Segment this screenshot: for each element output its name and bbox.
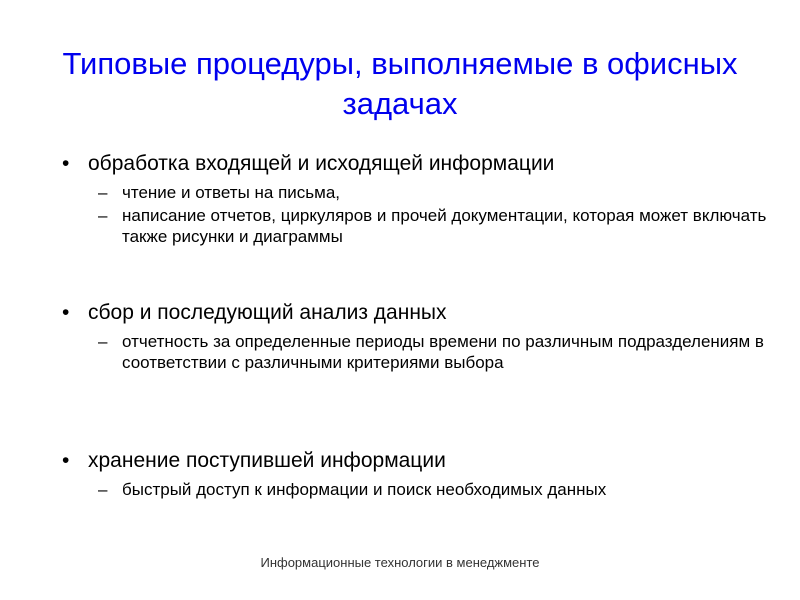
slide-title: Типовые процедуры, выполняемые в офисных задачах: [62, 46, 738, 121]
sub-item: [98, 205, 782, 247]
dash-icon: –: [98, 332, 108, 351]
sub-list: [98, 182, 782, 247]
sub-text: быстрый доступ к информации и поиск необходимых данных: [122, 480, 607, 499]
bullet-group: [62, 150, 782, 299]
sub-item: [98, 479, 782, 500]
dash-icon: –: [98, 480, 108, 499]
dash-icon: –: [98, 183, 108, 202]
bullet-item: [62, 150, 782, 178]
slide-content: [62, 150, 782, 502]
sub-text: отчетность за определенные периоды времени по различным подразделениям в соответствии с различными критериями выбора: [122, 332, 764, 372]
bullet-group: [62, 299, 782, 447]
bullet-item: [62, 299, 782, 327]
bullet-group: [62, 447, 782, 500]
sub-list: [98, 331, 782, 373]
dash-icon: –: [98, 206, 108, 225]
sub-text: написание отчетов, циркуляров и прочей документации, которая может включать также рисунки и диаграммы: [122, 206, 767, 246]
sub-list: [98, 479, 782, 500]
bullet-text: обработка входящей и исходящей информации: [88, 152, 555, 175]
sub-item: [98, 331, 782, 373]
bullet-text: хранение поступившей информации: [88, 449, 446, 472]
sub-text: чтение и ответы на письма,: [122, 183, 341, 202]
bullet-dot-icon: •: [62, 301, 70, 324]
bullet-dot-icon: •: [62, 449, 70, 472]
sub-item: [98, 182, 782, 203]
bullet-text: сбор и последующий анализ данных: [88, 301, 447, 324]
bullet-dot-icon: •: [62, 152, 70, 175]
bullet-item: [62, 447, 782, 475]
slide-footer: Информационные технологии в менеджменте: [260, 555, 540, 570]
